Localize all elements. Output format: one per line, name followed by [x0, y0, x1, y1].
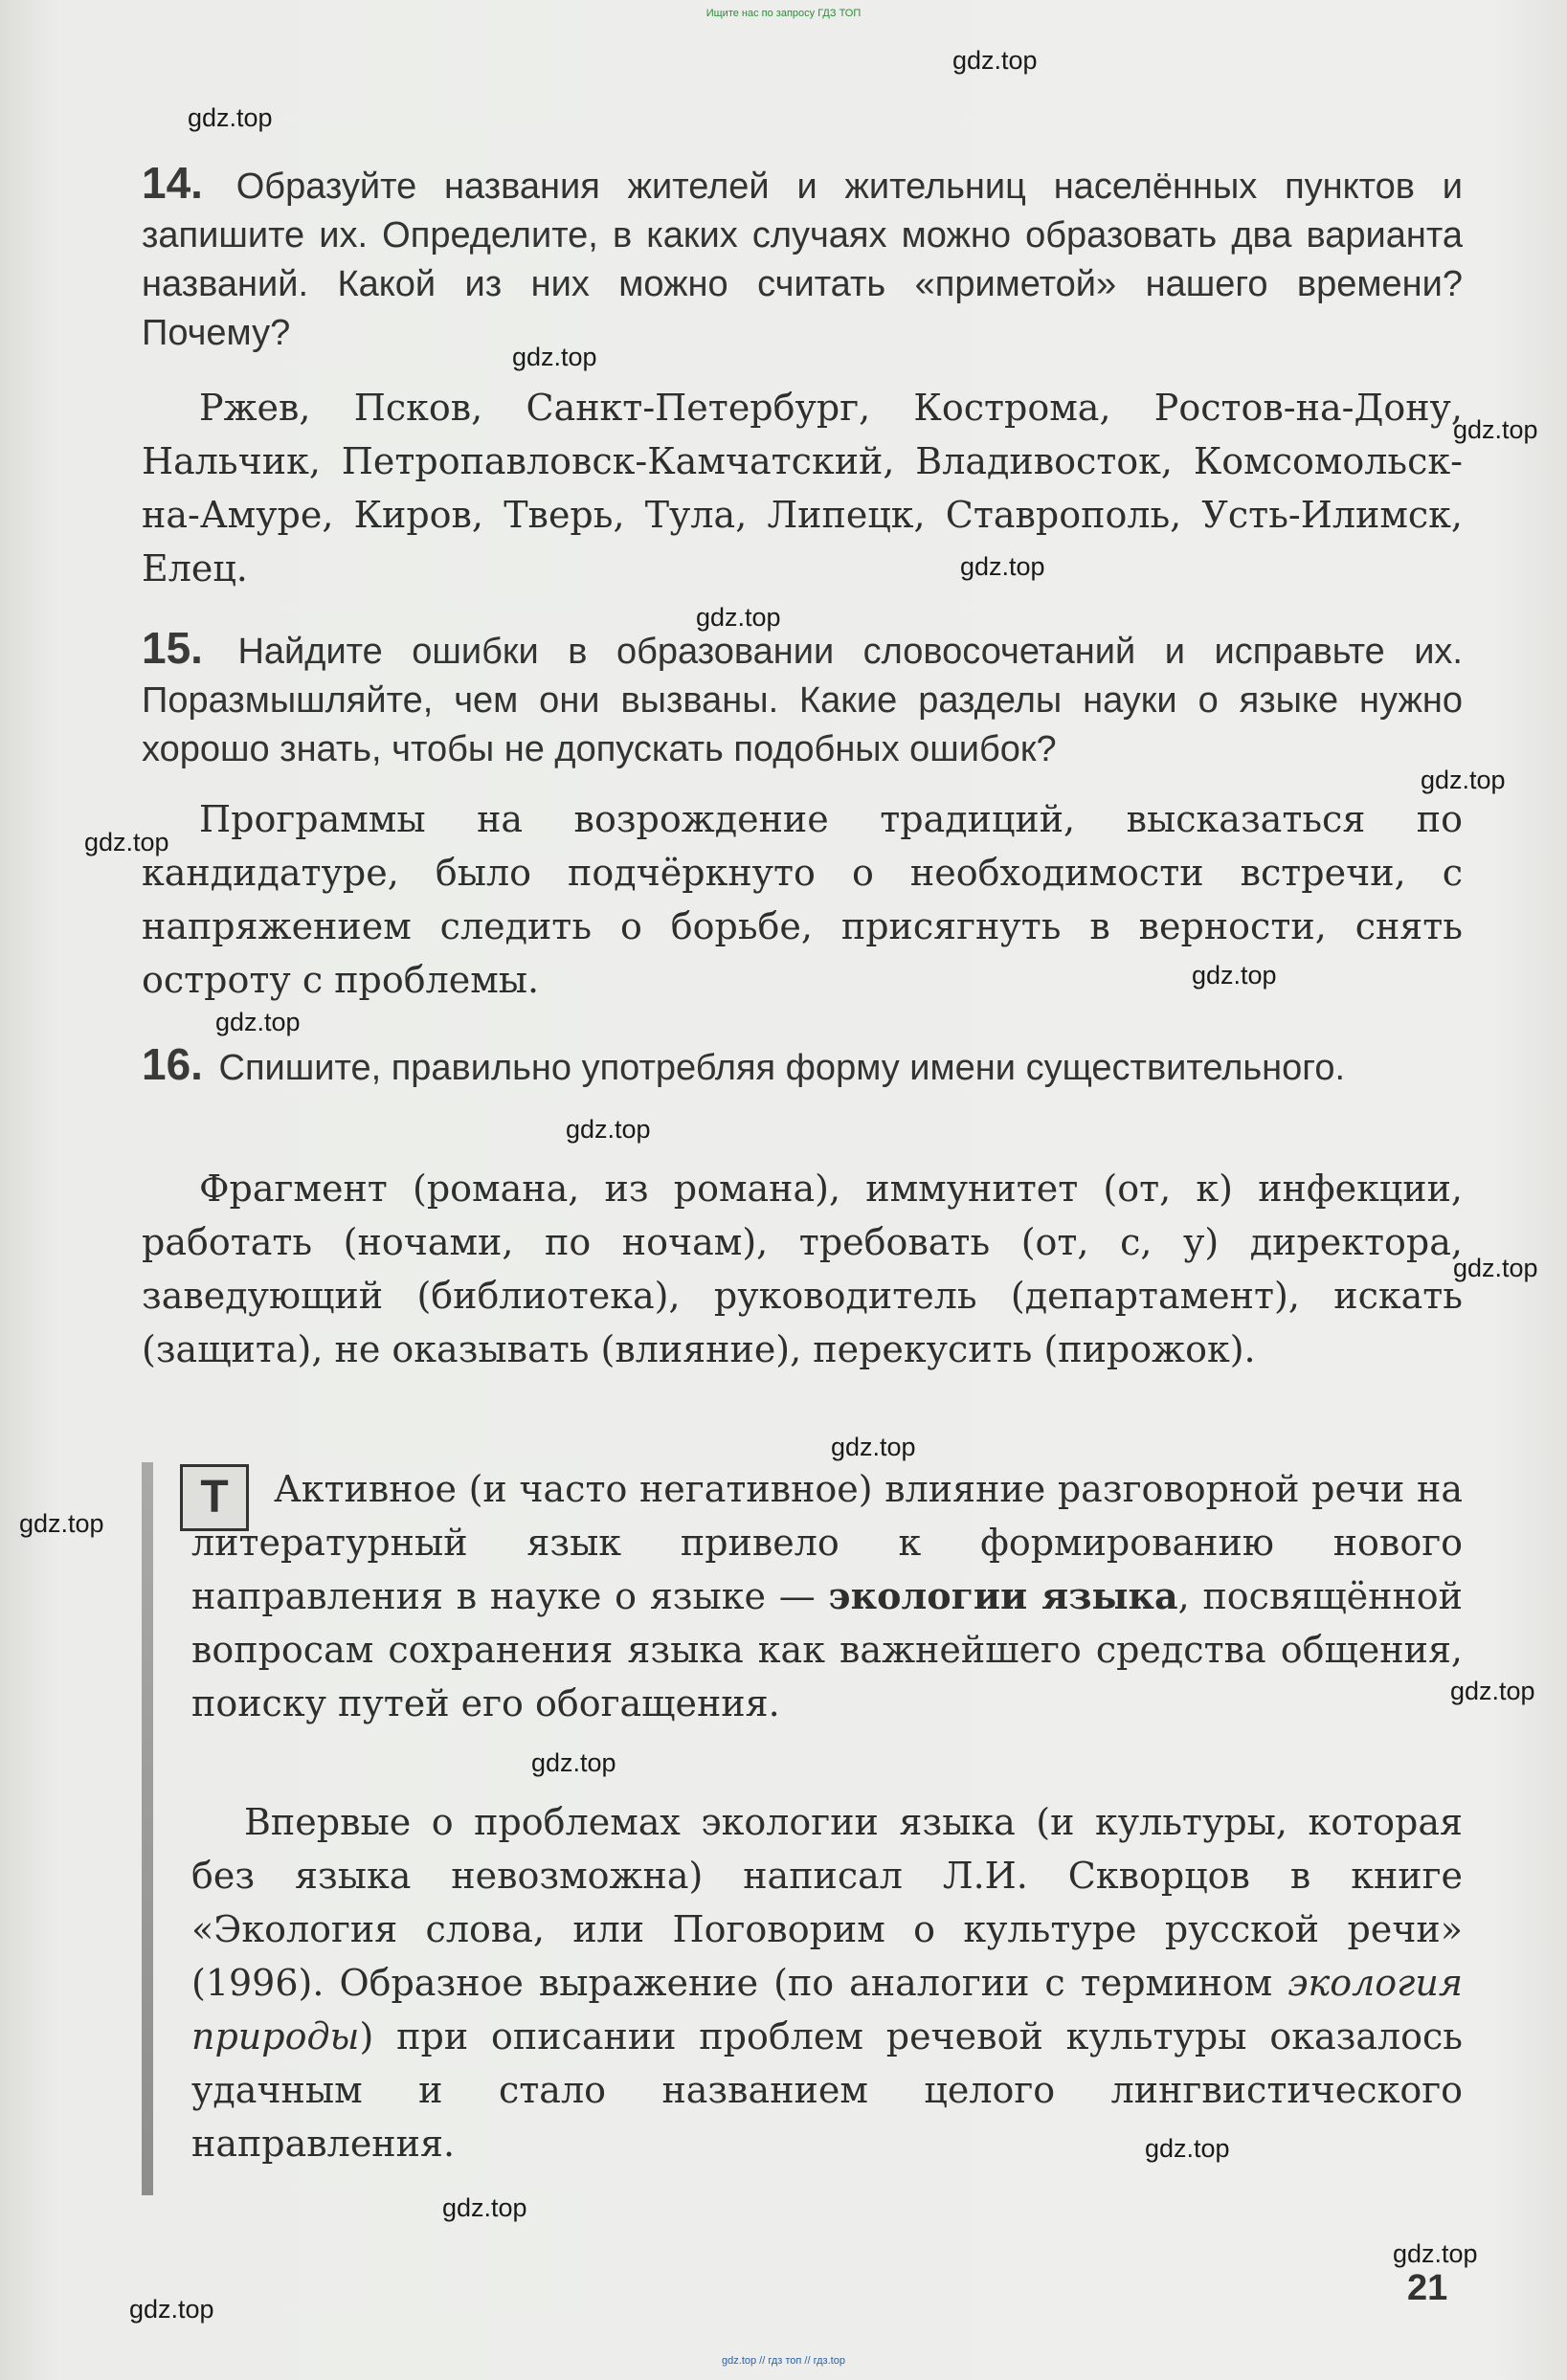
task-14-prompt	[142, 159, 1463, 358]
watermark: gdz.top	[1453, 1254, 1538, 1282]
theory-text: ) при описании проблем речевой культуры оказалось удачным и стало названием целого лингвистического направления.	[191, 2015, 1463, 2165]
task-number: 14.	[142, 158, 203, 208]
theory-text: , посвящённой вопросам сохранения языка как важнейшего средства общения, поиску путей его обогащения.	[191, 1575, 1463, 1724]
theory-term: экологии языка	[828, 1574, 1178, 1617]
theory-text: Активное (и часто негативное) влияние разговорной речи на литературный язык привело к формированию нового направления в науке о языке —	[191, 1468, 1463, 1617]
theory-text: Впервые о проблемах экологии языка (и культуры, которая без языка невозможна) написал Л.И. Скворцов в книге «Экология слова, или Поговорим о культуре русской речи» (1996). Образное выражение (по аналогии с термином	[191, 1801, 1463, 2004]
task-15-prompt	[142, 624, 1463, 774]
watermark: gdz.top	[215, 1008, 301, 1036]
task-14-content: Ржев, Псков, Санкт-Петербург, Кострома, Ростов-на-Дону, Нальчик, Петропавловск-Камчатский, Владивосток, Комсомольск-на-Амуре, Киров, Тверь, Тула, Липецк, Ставрополь, Усть-Илимск, Елец.	[142, 387, 1463, 589]
watermark: gdz.top	[1453, 415, 1538, 444]
task-16-content: Фрагмент (романа, из романа), иммунитет (от, к) инфекции, работать (ночами, по ночам), требовать (от, с, у) директора, заведующий (библиотека), руководитель (департамент), искать (защита), не оказывать (влияние), перекусить (пирожок).	[142, 1168, 1463, 1370]
theory-term: экология природы	[191, 1962, 1463, 2057]
watermark: gdz.top	[566, 1115, 651, 1144]
task-number: 15.	[142, 623, 203, 673]
theory-icon: Т	[180, 1464, 249, 1531]
watermark: gdz.top	[1421, 766, 1506, 794]
watermark: gdz.top	[1393, 2239, 1478, 2268]
watermark: gdz.top	[531, 1748, 616, 1777]
watermark: gdz.top	[952, 46, 1038, 75]
task-prompt-text: Найдите ошибки в образовании словосочетаний и исправьте их. Поразмышляйте, чем они вызваны. Какие разделы науки о языке нужно хорошо знать, чтобы не допускать подобных ошибок?	[142, 632, 1463, 769]
watermark: gdz.top	[960, 552, 1045, 581]
watermark: gdz.top	[696, 603, 781, 632]
page-number: 21	[1407, 2268, 1448, 2308]
watermark: gdz.top	[442, 2193, 527, 2222]
theory-paragraph-2	[191, 1795, 1463, 2170]
task-number: 16.	[142, 1039, 203, 1089]
theory-side-bar	[142, 1462, 153, 2195]
watermark: gdz.top	[1450, 1677, 1535, 1705]
watermark: gdz.top	[19, 1509, 104, 1538]
theory-paragraph-1	[191, 1462, 1463, 1730]
task-16-prompt	[142, 1040, 1463, 1093]
task-15-content: Программы на возрождение традиций, высказаться по кандидатуре, было подчёркнуто о необходимости встречи, с напряжением следить о борьбе, присягнуть в верности, снять остроту с проблемы.	[142, 798, 1463, 1001]
watermark: gdz.top	[1192, 961, 1277, 990]
watermark: gdz.top	[831, 1433, 916, 1461]
top-banner: Ищите нас по запросу ГДЗ ТОП	[705, 8, 862, 19]
watermark: gdz.top	[1145, 2134, 1230, 2163]
bottom-banner: gdz.top // гдз топ // гдз.top	[722, 2355, 845, 2367]
watermark: gdz.top	[512, 343, 597, 371]
task-prompt-text: Образуйте названия жителей и жительниц населённых пунктов и запишите их. Определите, в каких случаях можно образовать два варианта названий. Какой из них можно считать «приметой» нашего времени? Почему?	[142, 167, 1463, 353]
watermark: gdz.top	[188, 103, 273, 132]
task-prompt-text: Спишите, правильно употребляя форму имени существительного.	[218, 1048, 1346, 1088]
watermark: gdz.top	[84, 828, 169, 856]
watermark: gdz.top	[129, 2295, 214, 2324]
